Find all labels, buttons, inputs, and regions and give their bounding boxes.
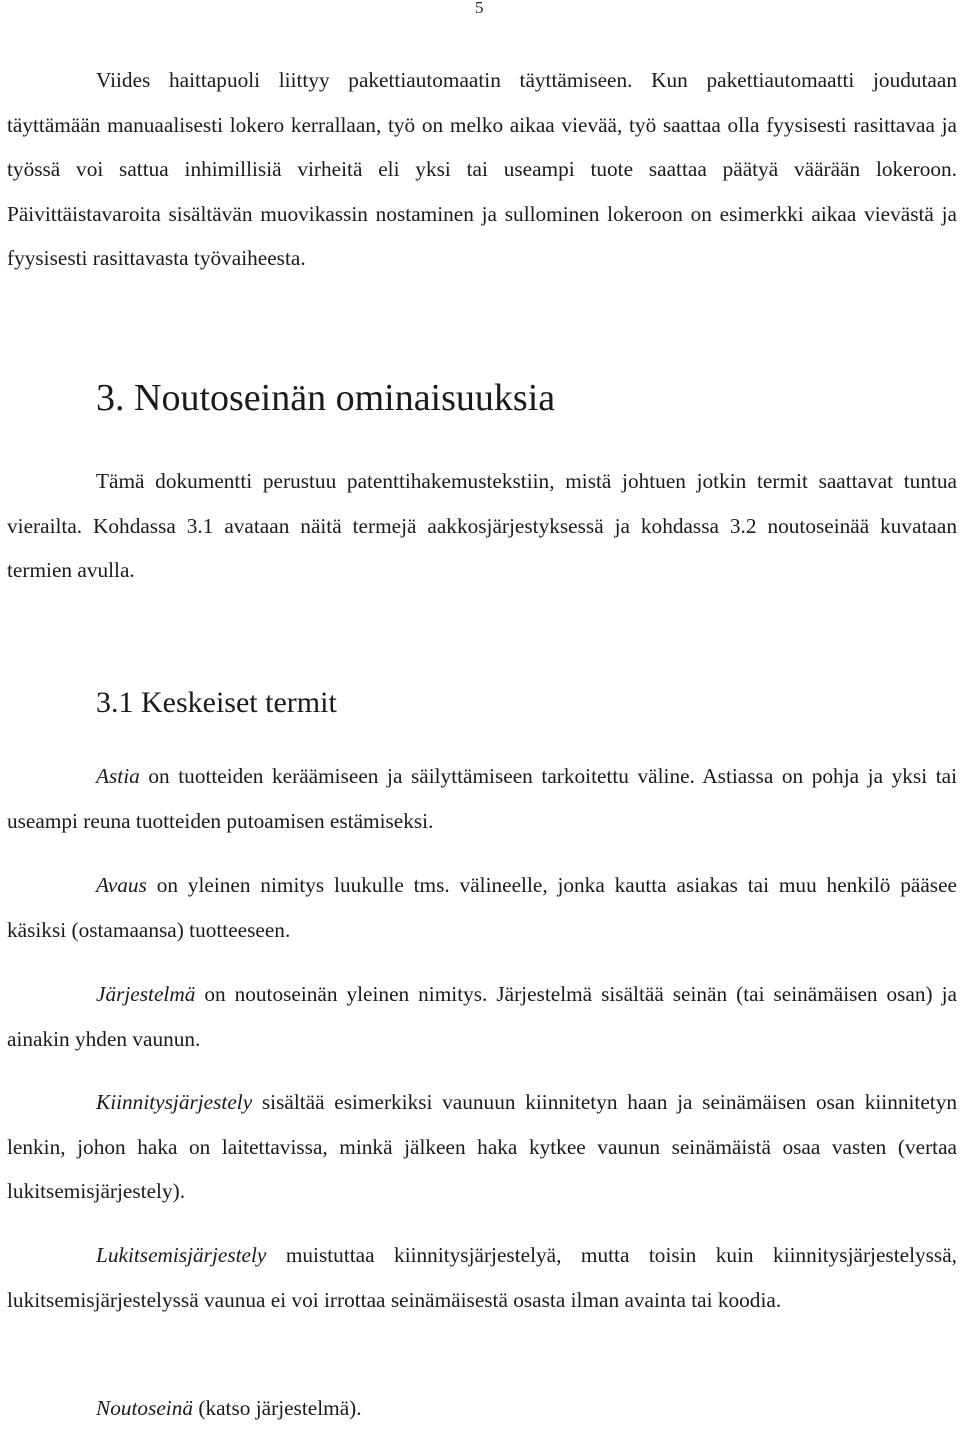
term-noutoseina	[7, 1386, 957, 1431]
term-kiinnitysjarjestely	[7, 1080, 957, 1214]
intro-paragraph: Viides haittapuoli liittyy pakettiautomaatin täyttämiseen. Kun pakettiautomaatti joudutaan täyttämään manuaalisesti lokero kerrallaan, työ on melko aikaa vievää, työ saattaa olla fyysisesti rasittavaa ja työssä voi sattua inhimillisiä virheitä eli yksi tai useampi tuote saattaa päätyä väärään lokeroon. Päivittäistavaroita sisältävän muovikassin nostaminen ja sullominen lokeroon on esimerkki aikaa vievästä ja fyysisesti rasittavasta työvaiheesta.	[7, 68, 957, 271]
term-definition: on tuotteiden keräämiseen ja säilyttämiseen tarkoitettu väline. Astiassa on pohja ja yksi tai useampi reuna tuotteiden putoamisen estämiseksi.	[7, 764, 957, 833]
term-name: Noutoseinä	[96, 1396, 194, 1420]
page-number: 5	[475, 0, 484, 17]
section-3-heading: 3. Noutoseinän ominaisuuksia	[96, 377, 556, 419]
term-name: Avaus	[96, 873, 147, 897]
section-3-paragraph: Tämä dokumentti perustuu patenttihakemustekstiin, mistä johtuen jotkin termit saattavat tuntua vierailta. Kohdassa 3.1 avataan näitä termejä aakkosjärjestyksessä ja kohdassa 3.2 noutoseinää kuvataan termien avulla.	[7, 469, 957, 583]
term-astia	[7, 754, 957, 843]
term-definition: sisältää esimerkiksi vaunuun kiinnitetyn haan ja seinämäisen osan kiinnitetyn lenkin, johon haka on laitettavissa, minkä jälkeen haka kytkee vaunun seinämäistä osaa vasten (vertaa lukitsemisjärjestely).	[7, 1090, 957, 1204]
term-definition: muistuttaa kiinnitysjärjestelyä, mutta toisin kuin kiinnitysjärjestelyssä, lukitsemisjärjestelyssä vaunua ei voi irrottaa seinämäisestä osasta ilman avainta tai koodia.	[7, 1243, 957, 1312]
term-definition: on noutoseinän yleinen nimitys. Järjestelmä sisältää seinän (tai seinämäisen osan) ja ainakin yhden vaunun.	[7, 982, 957, 1051]
term-name: Järjestelmä	[96, 982, 196, 1006]
term-avaus	[7, 863, 957, 952]
term-definition: on yleinen nimitys luukulle tms. välineelle, jonka kautta asiakas tai muu henkilö pääsee käsiksi (ostamaansa) tuotteeseen.	[7, 873, 957, 942]
term-name: Kiinnitysjärjestely	[96, 1090, 253, 1114]
term-name: Lukitsemisjärjestely	[96, 1243, 267, 1267]
section-3-1-heading: 3.1 Keskeiset termit	[96, 686, 337, 719]
term-jarjestelma	[7, 972, 957, 1061]
term-name: Astia	[96, 764, 140, 788]
term-lukitsemisjarjestely	[7, 1233, 957, 1322]
term-definition: (katso järjestelmä).	[193, 1396, 362, 1420]
